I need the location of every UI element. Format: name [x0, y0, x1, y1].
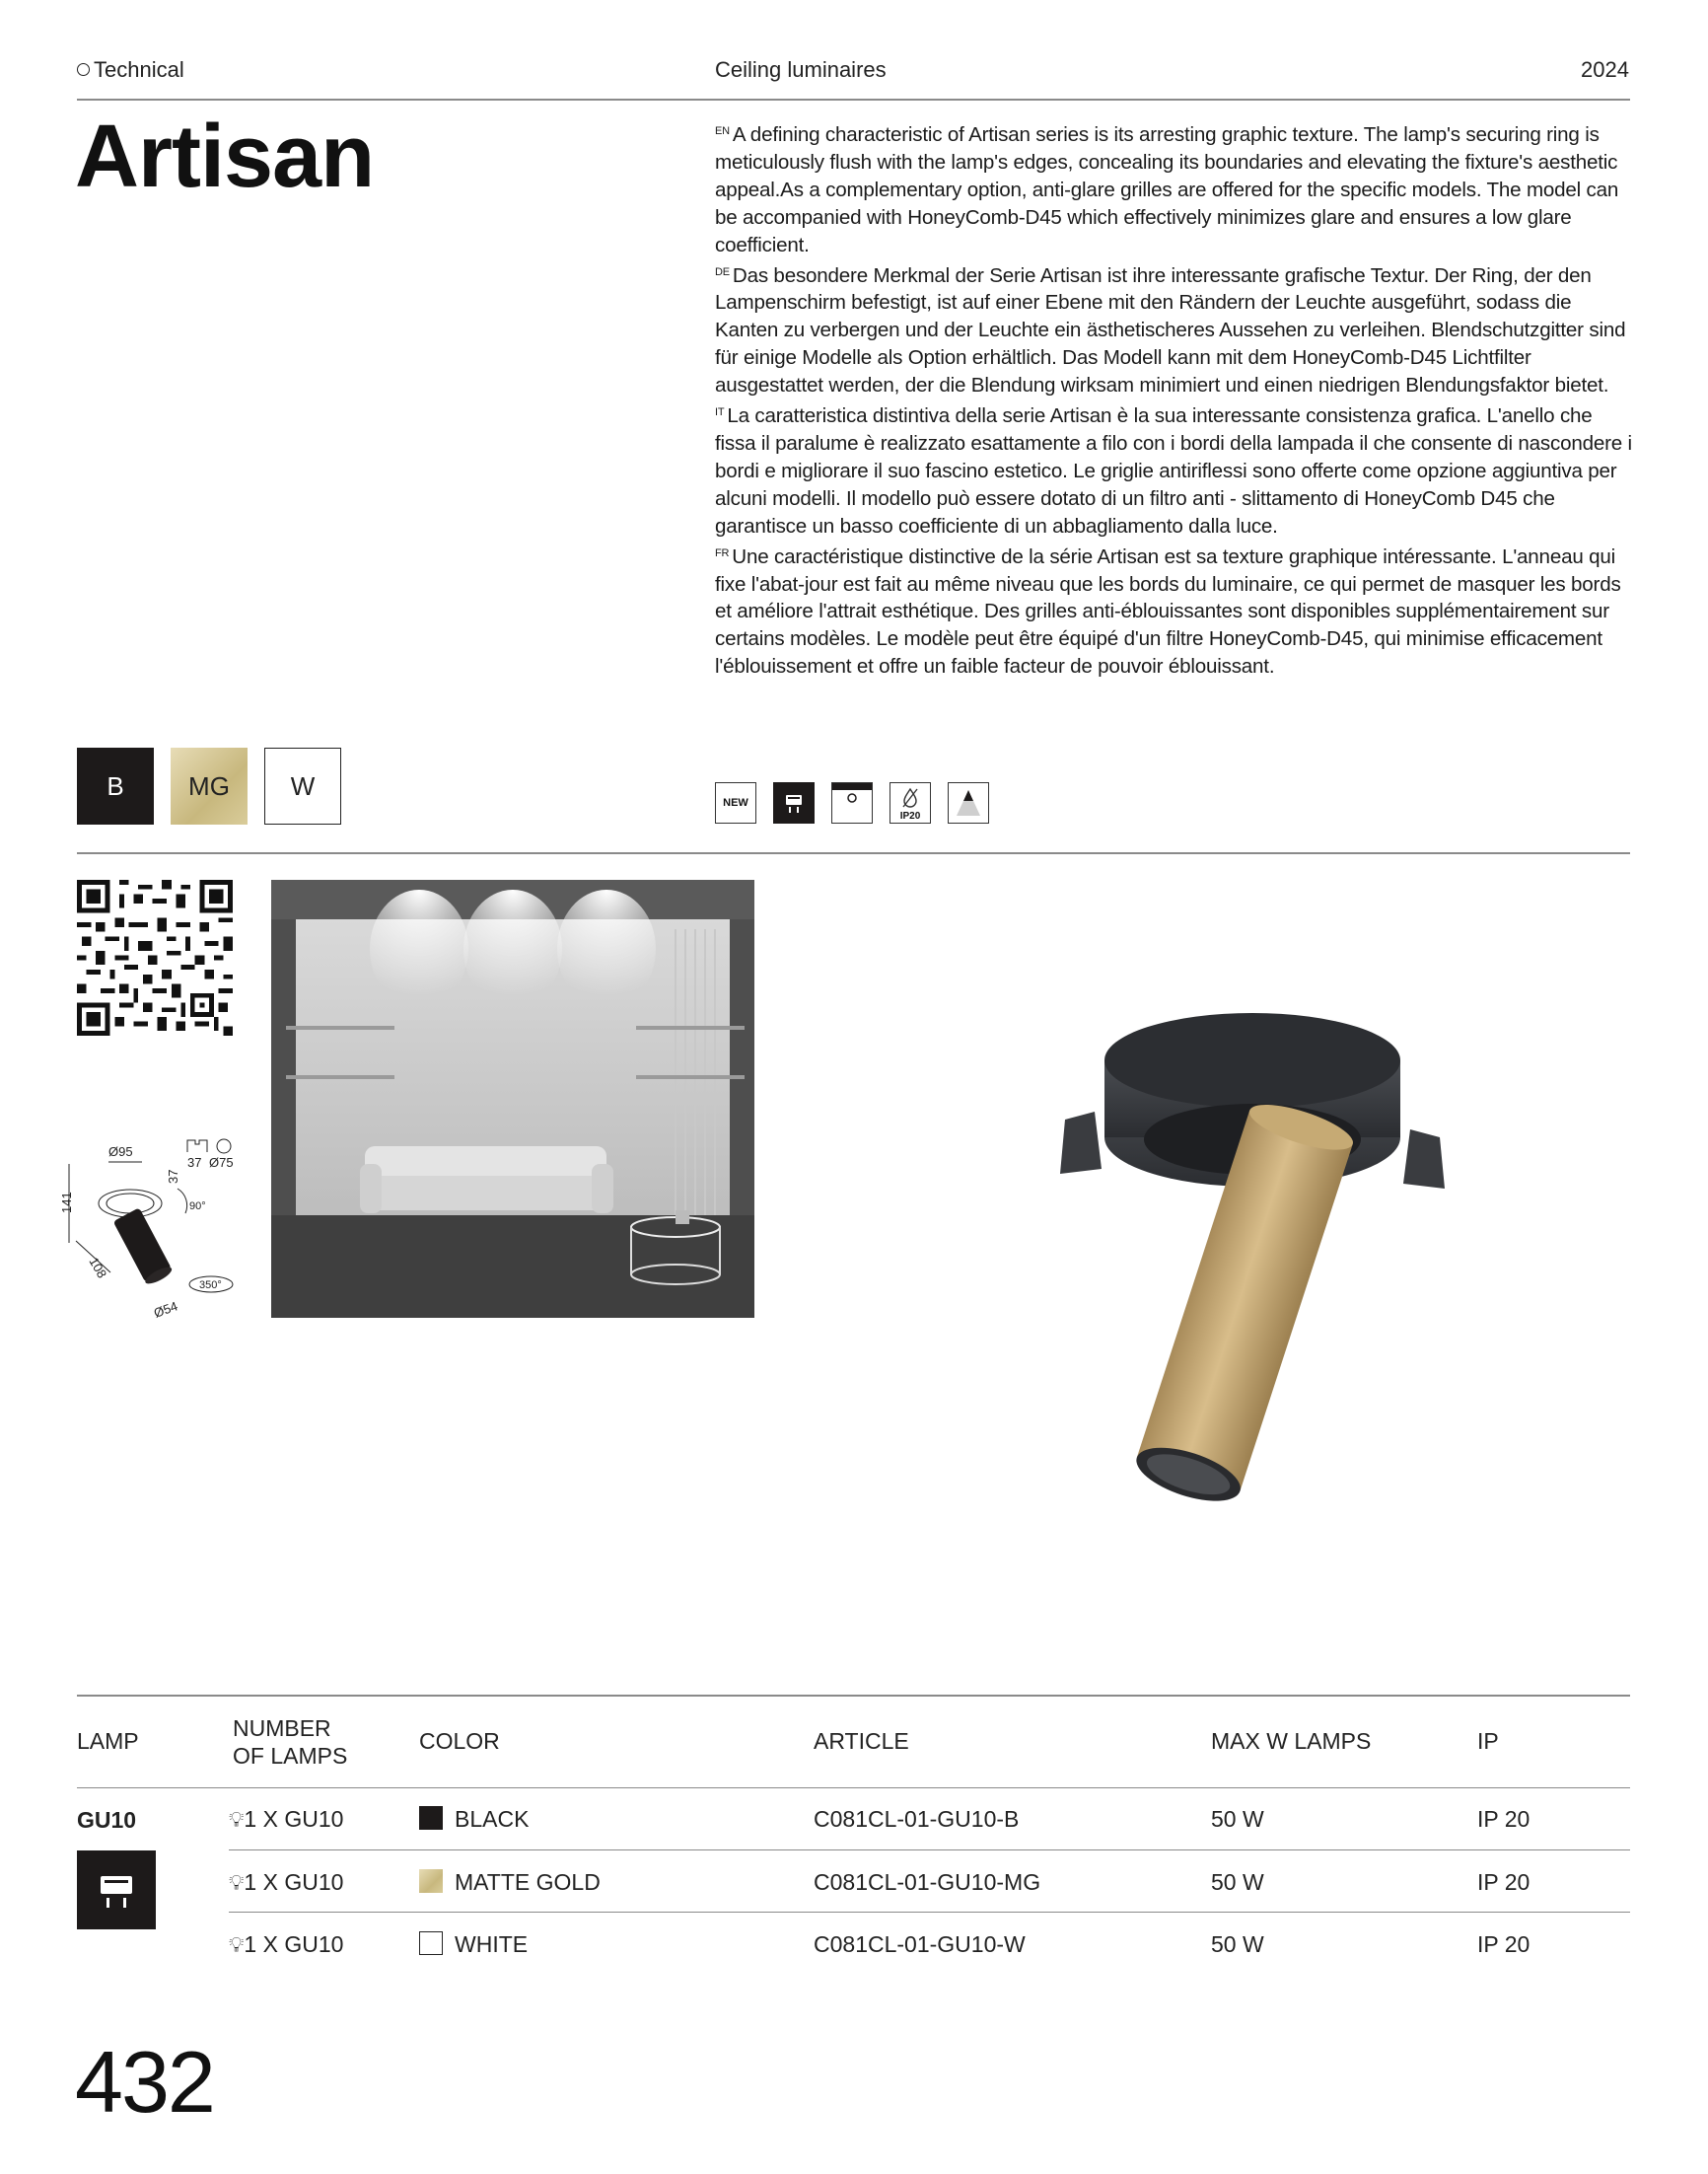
row-count: 1 X GU10: [244, 1806, 344, 1832]
row-max-w: 50 W: [1211, 1806, 1264, 1832]
product-photo: [1021, 1031, 1484, 1544]
color-swatch-white: [419, 1931, 443, 1955]
product-description: [715, 118, 1632, 681]
row-count: 1 X GU10: [244, 1869, 344, 1895]
table-row: [229, 1931, 343, 1958]
dim-outer-diameter: Ø95: [108, 1144, 133, 1159]
row-article: C081CL-01-GU10-MG: [814, 1869, 1041, 1895]
header-lamp: LAMP: [77, 1728, 139, 1754]
row-divider: [229, 1912, 1630, 1913]
color-swatch-matte-gold: [419, 1869, 443, 1893]
description-fr: [715, 541, 1632, 682]
table-row: [229, 1806, 343, 1833]
row-color-name: WHITE: [455, 1931, 529, 1957]
dim-body-length: 108: [86, 1255, 110, 1281]
header-color: COLOR: [419, 1728, 500, 1754]
new-badge-icon: [715, 782, 756, 824]
row-ip: IP 20: [1477, 1931, 1530, 1957]
header-divider: [77, 99, 1630, 101]
lamp-type: GU10: [77, 1807, 137, 1833]
row-ip: IP 20: [1477, 1869, 1530, 1895]
row-color-name: MATTE GOLD: [455, 1869, 601, 1895]
row-color-name: BLACK: [455, 1806, 530, 1832]
new-badge-label: NEW: [723, 797, 748, 809]
swatch-black: B: [77, 748, 154, 825]
swatch-white: W: [264, 748, 341, 825]
row-article: C081CL-01-GU10-W: [814, 1931, 1026, 1957]
description-it: [715, 399, 1632, 541]
qr-code-icon: [77, 880, 233, 1036]
ip20-icon-label: IP20: [899, 811, 921, 822]
year-label: 2024: [1581, 57, 1629, 82]
dim-body-diameter: Ø54: [151, 1298, 180, 1321]
description-en: [715, 118, 1632, 259]
page-number: 432: [75, 2033, 214, 2131]
dim-tilt: 90°: [189, 1200, 206, 1212]
beam-angle-icon: [948, 782, 989, 824]
header-number-line1: NUMBER: [233, 1715, 331, 1741]
header-number-line2: OF LAMPS: [233, 1743, 348, 1769]
product-title: Artisan: [75, 108, 375, 206]
section-divider: [77, 852, 1630, 854]
dim-rotation: 350°: [199, 1279, 222, 1291]
header-ip: IP: [1477, 1728, 1499, 1754]
row-max-w: 50 W: [1211, 1869, 1264, 1895]
description-de-text: Das besondere Merkmal der Serie Artisan ist ihre interessante grafische Textur. Der Ring, der den Lampenschirm befestigt, ist auf einer Ebene mit den Rändern der Leuchte ausgeführt, sodass die Kanten zu verbergen und der Leuchte ein ästhetischeres Aussehen zu verleihen. Blendschutzgitter sind für einige Modelle als Option erhältlich. Das Modell kann mit dem HoneyComb-D45 Lichtfilter ausgestattet werden, der die Blendung wirksam minimiert und einen niedrigen Blendungsfaktor bietet.: [715, 263, 1626, 398]
row-max-w: 50 W: [1211, 1931, 1264, 1957]
lang-code-en: EN: [715, 125, 730, 137]
row-article: C081CL-01-GU10-B: [814, 1806, 1020, 1832]
row-color: [419, 1931, 528, 1958]
bullet-icon: [77, 63, 90, 76]
gu10-lamp-icon: [77, 1850, 156, 1929]
table-row: [229, 1869, 343, 1896]
row-color: [419, 1869, 601, 1896]
recessed-ceiling-icon: [831, 782, 873, 824]
row-color: [419, 1806, 529, 1833]
section-label-text: Technical: [94, 57, 184, 82]
dim-ring-height: 37: [166, 1169, 180, 1184]
table-top-rule: [77, 1695, 1630, 1697]
header-max-w: MAX W LAMPS: [1211, 1728, 1372, 1754]
color-swatch-black: [419, 1806, 443, 1830]
description-de: [715, 259, 1632, 400]
row-divider: [229, 1849, 1630, 1850]
dim-cutout-depth: 37: [187, 1155, 202, 1170]
description-it-text: La caratteristica distintiva della serie Artisan è la sua interessante consistenza grafica. L'anello che fissa il paralume è realizzato esattamente a filo con i bordi della lampada il che consente di nascondere i bordi e migliorare il suo fascino estetico. Le griglie antiriflessi sono offerte come opzione aggiuntiva per alcuni modelli. Il modello può essere dotato di un filtro anti - slittamento di HoneyComb D45 che garantisce un basso coefficiente di un abbagliamento dalla luce.: [715, 404, 1632, 538]
description-fr-text: Une caractéristique distinctive de la série Artisan est sa texture graphique intéressante. L'anneau qui fixe l'abat-jour est fait au même niveau que les bords du luminaire, ce qui permet de masquer les bords et améliore l'attrait esthétique. Des grilles anti-éblouissantes sont disponibles supplémentairement sur certains modèles. Le modèle peut être équipé d'un filtre HoneyComb-D45, qui minimise efficacement l'éblouissement et offre un faible facteur de pouvoir éblouissant.: [715, 544, 1621, 679]
dim-cutout-diameter: Ø75: [209, 1155, 234, 1170]
lang-code-fr: FR: [715, 546, 730, 559]
lang-code-de: DE: [715, 265, 730, 278]
bulb-icon: 💡︎: [229, 1870, 245, 1895]
technical-drawing: [61, 1134, 249, 1327]
dim-total-height: 141: [59, 1192, 74, 1213]
row-count: 1 X GU10: [244, 1931, 344, 1957]
swatch-matte-gold: MG: [171, 748, 248, 825]
bulb-icon: 💡︎: [229, 1932, 245, 1957]
category-label: Ceiling luminaires: [715, 57, 887, 82]
interior-photo: [271, 880, 754, 1318]
lang-code-it: IT: [715, 406, 725, 419]
description-en-text: A defining characteristic of Artisan series is its arresting graphic texture. The lamp's securing ring is meticulously flush with the lamp's edges, concealing its boundaries and elevating the fixture's aesthetic appeal.As a complementary option, anti-glare grilles are offered for the specific models. The model can be accompanied with HoneyComb-D45 which effectively minimizes glare and ensures a low glare coefficient.: [715, 123, 1619, 256]
gu10-socket-icon: [773, 782, 815, 824]
row-ip: IP 20: [1477, 1806, 1530, 1832]
bulb-icon: 💡︎: [229, 1807, 245, 1832]
header-number-of-lamps: [233, 1714, 347, 1770]
table-header-rule: [77, 1787, 1630, 1788]
section-label: [77, 57, 184, 83]
ip20-icon: [890, 782, 931, 824]
header-article: ARTICLE: [814, 1728, 909, 1754]
